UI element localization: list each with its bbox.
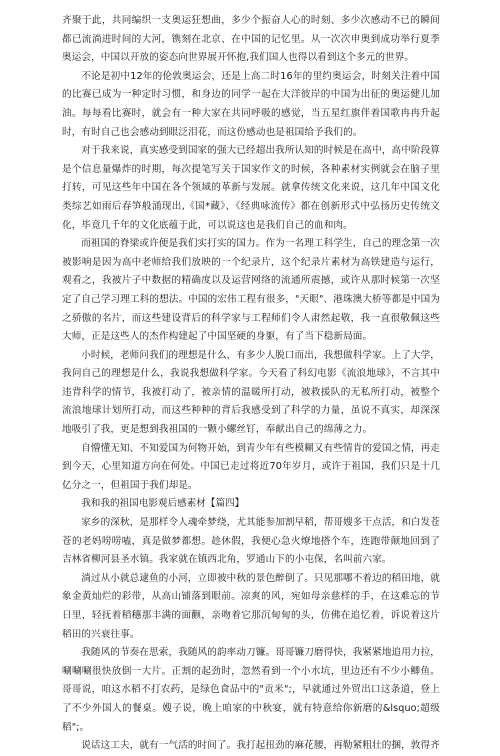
paragraph-9: 我随风的节奏在思索，我随风的韵率动刀镰。哥哥镰刀磨得快，我紧紧地追用力拉，唰唰唰很快放倒一大片。正割的起劲时，忽然看到一个小水坑，里边还有不少小鲫鱼。哥哥说，咱这水稻不打农药，是绿色食品中的"贡米";，早就通过外贸出口这条道，登上了不少外国人的餐桌。嫂子说，晚上咱家的中秋宴，就有特意给你新磨的&lsquo;超级稻";。 — [62, 647, 440, 733]
paragraph-7: 家乡的深秋，是那样令人魂牵梦绕，尤其能参加割早稻，帮哥嫂多干点活，和白发苍苍的老妈唠唠嗑，真是做梦都想。趁休假，我便心急火燎地搭个车，连跑带颠地回到了吉林省柳河县圣水镇。我家就在镇西北角，罗通山下的小屯保，名叫前六家。 — [62, 517, 440, 566]
paragraph-5: 小时候，老师问我们的理想是什么，有多少人脱口而出，我想做科学家。上了大学，我问自己的理想是什么，我说我想做科学家。今天看了科幻电影《流浪地球》，不言其中违背科学的情节，我被打动了，被亲情的温暖所打动，被救援队的无私所打动，被整个流浪地球计划所打动，而这些种种的背后我感受到了科学的力量，虽说不真实，却深深地吸引了我，更是想到我祖国的一颗小螺丝钉，奉献出自己的绵薄之力。 — [62, 349, 440, 436]
section-heading: 我和我的祖国电影观后感素材【篇四】 — [81, 498, 245, 510]
document-page — [62, 12, 440, 756]
paragraph-1: 齐聚于此，共同编织一支奥运狂想曲，多少个振奋人心的时刻、多少次感动不已的瞬间都已流淌进时间的大河，镌刻在北京、在中国的记忆里。从一次次申奥到成功举行夏季奥运会，中国以开放的姿态向世界展开怀抱,我们国人也得以看到这个多元的世界。 — [62, 15, 440, 64]
paragraph-8: 淌过从小就总逮鱼的小河，立即被中秋的景色醉倒了。只见那哪不着边的稻田地，就象金黄灿烂的彩带，从高山铺落到眼前。凉爽的风，宛如母亲慈样的手，在这难忘的节日里，轻抚着稻穗那丰满的面颧，亲吻着它那沉甸甸的头，仿佛在追忆着，诉说着这片稻田的兴衰往事。 — [62, 572, 440, 640]
paragraph-4: 而祖国的脊梁或许便是我们实打实的国力。作为一名理工科学生，自己的理念第一次被影响是因为高中老师给我们放映的一个纪录片，这个纪录片素材为高铁建造与运行，观看之，我被片子中数据的精确度以及运营网络的流通所震撼，或许从那时候第一次坚定了自己学习理工科的想法。中国的宏伟工程有很多，"天眼"、港珠澳大桥等都是中国为之骄傲的名片，而这些建设背后的科学家与工程师们令人肃然起敬，我一直很敬佩这些大师，正是这些人的杰作构建起了中国坚硬的身躯，有了当下稳新局面。 — [62, 238, 440, 343]
paragraph-3: 对于我来说，真实感受到国家的强大已经超出我所认知的时候是在高中，高中阶段算是个信息量爆炸的时期，每次提笔写关于国家作文的时候，各种素材实例就会在脑子里打转，可见这些年中国在各个领域的革新与发展。就拿传统文化来说，这几年中国文化类综艺如雨后春笋般涌现出,《国*藏》、《经典咏流传》都在创新形式中弘扬历史传统文化，毕竟几千年的文化底蕴于此，可以说这也是我们自己的血和肉。 — [62, 145, 440, 231]
paragraph-6: 自懵懂无知、不知爱国为何物开始，到青少年有些模糊又有些情肯的爱国之情，再走到今天，心里知道方向在何处。中国已走过将近70年岁月，或许于祖国，我们只是十几亿分之一，但祖国于我们却是。 — [62, 442, 440, 491]
paragraph-2: 不论是初中12年的伦敦奥运会，还是上高二时16年的里约奥运会，时刻关注着中国的比赛已成为一种定时习惯，和身边的同学一起在大洋彼岸的中国为出征的奥运健儿加油。每每看比赛时，就会有一种大家在共同呼吸的感觉，当五星红旗伴着国歌冉冉升起时，有时自己也会感动到眼泛泪花，而这份感动也是祖国给予我们的。 — [62, 70, 440, 138]
paragraph-10: 说话这工夫，就有一气活的时间了。我打起扭劲的麻花腰，再勒紧粗壮的捆，敦得齐 — [81, 740, 440, 752]
